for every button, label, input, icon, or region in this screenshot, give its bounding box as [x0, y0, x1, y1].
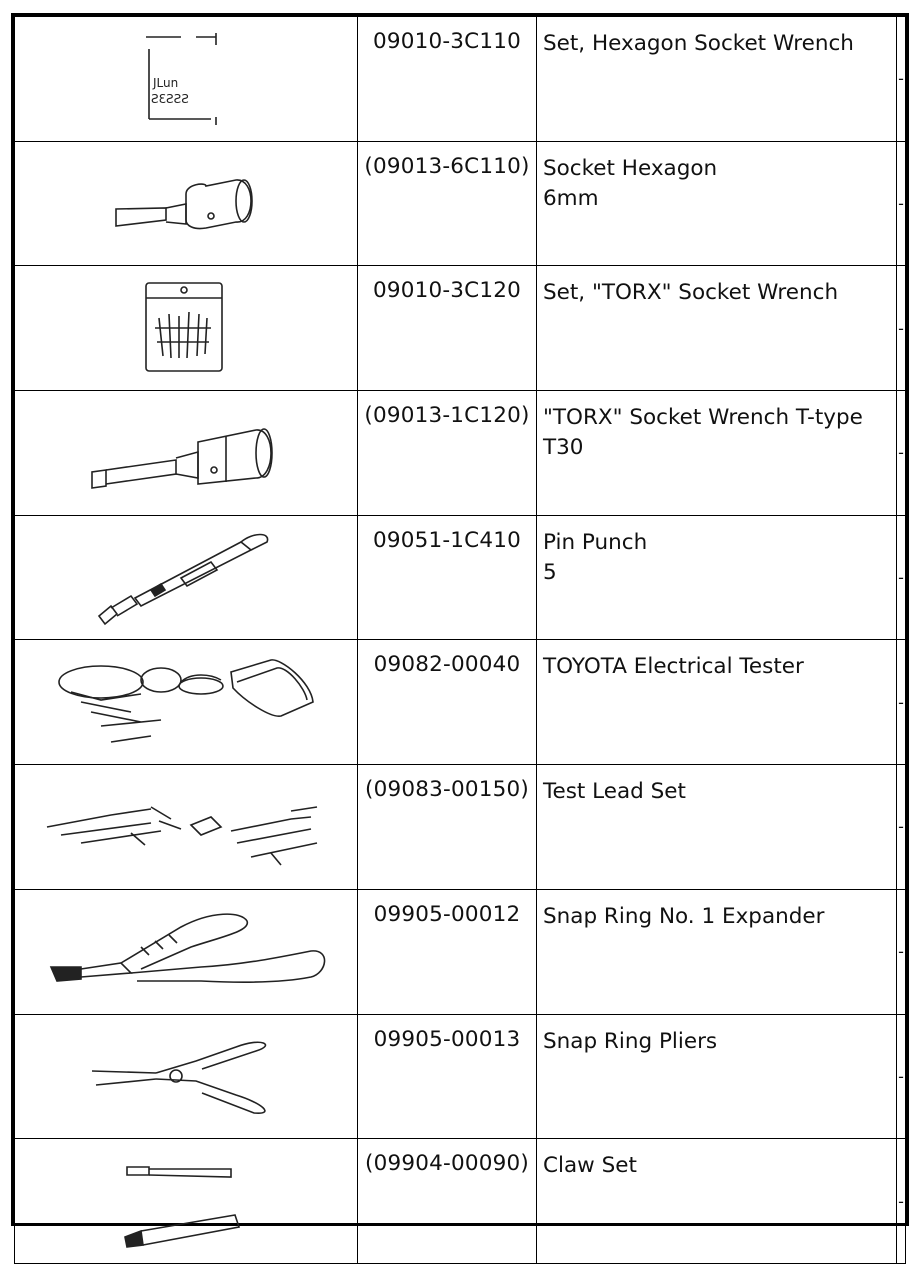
remark: -: [897, 765, 906, 890]
remark: -: [897, 515, 906, 640]
special-tools-table: [11, 13, 909, 1226]
tool-name: [537, 515, 897, 640]
part-number: (09083-00150): [358, 765, 537, 890]
illustration-cell: [15, 17, 358, 142]
hexagon-socket-icon: [106, 164, 266, 244]
pin-punch-icon: [91, 528, 281, 628]
table-row: [15, 391, 906, 516]
tool-name-text: Test Lead Set: [543, 779, 686, 805]
tool-name-text: Snap Ring Pliers: [543, 1028, 718, 1054]
test-lead-set-icon: [41, 787, 331, 867]
illustration-cell: [15, 1014, 358, 1139]
tool-name: [537, 889, 897, 1014]
table-row: [15, 17, 906, 142]
remark: -: [897, 640, 906, 765]
table-row: [15, 1014, 906, 1139]
part-number: (09904-00090): [358, 1139, 537, 1264]
table-row: [15, 515, 906, 640]
snap-ring-expander-icon: [41, 907, 331, 997]
tool-name-text: Socket Hexagon: [543, 155, 718, 181]
illustration-cell: [15, 640, 358, 765]
remark: -: [897, 1014, 906, 1139]
tool-name-text: Set, "TORX" Socket Wrench: [543, 280, 839, 306]
part-number: (09013-1C120): [358, 391, 537, 516]
tool-name: [537, 1014, 897, 1139]
remark: -: [897, 889, 906, 1014]
tool-spec: T30: [543, 435, 584, 461]
tool-name: [537, 17, 897, 142]
electrical-tester-icon: [51, 652, 321, 752]
remark: -: [897, 266, 906, 391]
illustration-cell: [15, 391, 358, 516]
torx-socket-wrench-icon: [86, 408, 286, 498]
torx-socket-wrench-set-icon: [141, 278, 231, 378]
remark: -: [897, 1139, 906, 1264]
illustration-cell: [15, 765, 358, 890]
table-row: [15, 1139, 906, 1264]
tool-spec: 5: [543, 559, 557, 585]
tool-name-text: "TORX" Socket Wrench T-type: [543, 405, 863, 431]
tool-name: [537, 141, 897, 266]
svg-text:ƧƐƧƧƧ: ƧƐƧƧƧ: [151, 91, 189, 106]
tool-name: [537, 765, 897, 890]
snap-ring-pliers-icon: [86, 1031, 286, 1121]
tool-name-text: TOYOTA Electrical Tester: [543, 654, 804, 680]
part-number: 09905-00012: [358, 889, 537, 1014]
remark: -: [897, 17, 906, 142]
illustration-cell: [15, 889, 358, 1014]
table-row: [15, 889, 906, 1014]
claw-set-icon: [121, 1151, 251, 1251]
svg-text:JLun: JLun: [153, 75, 179, 90]
part-number: (09013-6C110): [358, 141, 537, 266]
table-row: [15, 640, 906, 765]
remark: -: [897, 391, 906, 516]
tool-name-text: Claw Set: [543, 1153, 637, 1179]
table-row: [15, 765, 906, 890]
tool-name: [537, 1139, 897, 1264]
illustration-cell: [15, 266, 358, 391]
tool-name: [537, 266, 897, 391]
part-number: 09010-3C110: [358, 17, 537, 142]
illustration-cell: [15, 515, 358, 640]
hexagon-socket-wrench-set-icon: [141, 29, 231, 129]
part-number: 09051-1C410: [358, 515, 537, 640]
part-number: 09905-00013: [358, 1014, 537, 1139]
tool-name-text: Pin Punch: [543, 529, 648, 555]
part-number: 09010-3C120: [358, 266, 537, 391]
tool-name-text: Snap Ring No. 1 Expander: [543, 903, 825, 929]
table-row: [15, 141, 906, 266]
tool-spec: 6mm: [543, 185, 599, 211]
remark: -: [897, 141, 906, 266]
tool-name: [537, 640, 897, 765]
illustration-cell: [15, 141, 358, 266]
table-row: [15, 266, 906, 391]
part-number: 09082-00040: [358, 640, 537, 765]
tool-name: [537, 391, 897, 516]
illustration-cell: [15, 1139, 358, 1264]
tool-name-text: Set, Hexagon Socket Wrench: [543, 31, 854, 56]
